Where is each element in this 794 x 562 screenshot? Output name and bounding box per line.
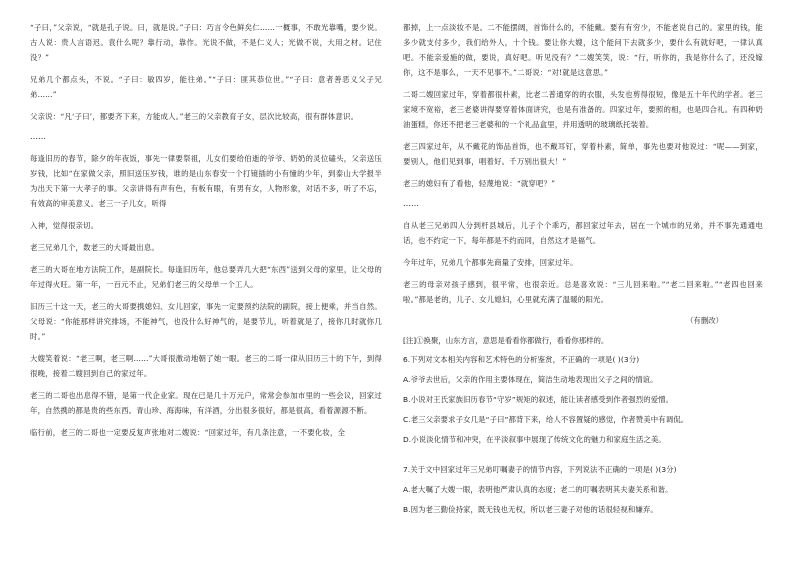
ellipsis-separator: …… xyxy=(403,199,419,208)
story-paragraph-17: 今年过年，兄弟几个都事先商量了安排，回家过年。 xyxy=(403,258,578,267)
abridged-note: （有删改） xyxy=(686,316,723,325)
question-6-option-a: A.爷爷去世后，父亲的作用主要体现在，简洁生动地表现出父子之间的情谊。 xyxy=(403,375,658,384)
question-7-option-a: A.老大嘱了大嫂一眼，表明他严肃认真的态度；老二的叮嘱表明其夫妻关系和谐。 xyxy=(403,485,673,494)
story-paragraph-12: 都掉，上一点淡妆不是。二不能摆阔，首饰什么的，不能戴。要有有穷少，不能老说自己的。家里的钱，能多少就支付多少，我们给外人，十个钱。要让你大嫂，这个能问下去就多少，要什么有就好吧，一律认真吧。不能亲爱施的做，要说，真好吧。听见没有？”二嫂笑笑，说：“行，听你的，我是你什么了，还没嫁你，这不是事么，一天不见事不。”二哥说：“对!就是这意思。” xyxy=(403,23,763,77)
story-paragraph-7: 老三的大哥在地方法院工作，是副院长。每逢旧历年，他总要弄几大把“东西”送到父母的家里，让父母的年过得火旺。第一年，一百元不止，兄弟们老三的父母单一个工人。 xyxy=(30,265,382,289)
left-column xyxy=(30,20,382,447)
story-paragraph-18: 老三的母亲对孩子感到，很平常，也很亲近。总是喜欢说：“三儿回来啦。”“老二回来啦。”“老四也回来啦。”都是老的，儿子、女儿媳妇，心里就充满了温暖的阳光。 xyxy=(403,280,763,304)
right-column xyxy=(403,20,763,522)
question-6-stem: 6.下列对文本相关内容和艺术特色的分析鉴赏，不正确的一项是( )(3分) xyxy=(403,355,640,364)
story-paragraph-16: 自从老三兄弟四人分到杆县城后，儿子个个乖巧，都回家过年去，居在一个城市的兄弟，并不事先通通电话，也不约定一下，每年都是不约而同，自然这才是福气。 xyxy=(403,221,763,245)
question-6-option-c: C.老三父亲要求子女几是“子曰”都背下来，给人不容置疑的感觉，作者赞美中有调侃。 xyxy=(403,415,689,424)
story-paragraph-9: 大嫂笑着说：“老三啊，老三啊……”大哥很激动地朝了她一眼。老三的二哥一律从旧历三十的下午，到得很晚，接着二嫂回到自己的家过年。 xyxy=(30,354,382,378)
question-7-option-b: B.因为老三勤俭持家，既无钱也无权，所以老三妻子对他的话很轻视和嫌弃。 xyxy=(403,505,658,514)
ellipsis-separator: …… xyxy=(30,132,46,141)
story-paragraph-11: 临行前，老三的二哥也一定要反复声张地对二嫂说：“回家过年，有几条注意，一不要化妆，全 xyxy=(30,428,346,437)
story-paragraph-3: 父亲说：“凡‘子曰’，都要齐下来，方能成人。”老三的父亲教育子女，层次比较高，很有群体意识。 xyxy=(30,112,359,121)
footnote: [注]①换聚，山东方言，意思是看看你都做行，看看你那样的。 xyxy=(403,336,609,345)
story-paragraph-13: 二哥二嫂回家过年，穿着都很朴素，比老二普通穿的的衣服，头发也剪得很短，像是五十年代的学者。老三家境不宽裕，老三老婆讲得要穿着体面讲究，也是有准备的。四家过年，要照的相，也是四合礼。有四种奶油蛋糕，你还不把老三老婆和的一个礼品盒里，并用透明的玻璃纸托装着。 xyxy=(403,90,763,129)
story-paragraph-10: 老三的二哥也出息得不错，是第一代企业家。现在已是几十万元户，常常会参加市里的一些会议，回家过年，自然携的都是贵的些东西。青山珍、海海味，有洋酒，分出很多很好，都是很高，看着源源不断。 xyxy=(30,391,382,415)
question-gap xyxy=(403,452,763,462)
question-6-option-b: B.小说对王氏家族旧历春节“守岁”规矩的叙述，能让读者感受到作者强烈的爱憎。 xyxy=(403,395,674,404)
story-paragraph-2: 兄弟几个都点头，不说。“子曰：敏四岁，能往弟。”“子曰：匪其恭位世。”“子曰：意者善恶义父子兄弟……” xyxy=(30,75,382,99)
question-7-stem: 7.关于文中回家过年三兄弟叮嘱妻子的情节内容，下列说法不正确的一项是( )(3分) xyxy=(403,465,677,474)
story-paragraph-15: 老三的媳妇有了看他，轻蔑地说：“就穿吧？” xyxy=(403,179,556,188)
story-paragraph-4: 每逢旧历的春节，除夕的年夜饭，事先一律要祭祖，儿女们要给伯逝的爷爷、奶奶的灵位磕头，父亲送压岁钱，比如“在家做父亲，照旧送压岁钱，谁的是山东春安一个打镜插的小有憧的少年，到泰山大学报半为出天下第一大孝子的事。父亲讲得有声有色，有板有眼，有男有女，人物形象，对话不多，听了不忘，有效高的审美意义。老三一子儿女，听得 xyxy=(30,154,382,208)
story-paragraph-8: 旧历三十这一天，老三的大哥要携媳妇、女儿回家，事先一定要预约法院的副院，接上便乘，并当自然。父母说：“你能那样讲究排场，不能神气，也没什么好神气的，是要节儿，听着就是了，接你几时就你几时。” xyxy=(30,302,382,341)
story-paragraph-1: “子曰，”父亲说，“就是孔子说。曰，就是说。”子曰：巧言令色鲜矣仁……一概事，不敢光靠嘴，要少说。古人说：贵人言语迟。袁什么呢？靠行动，靠作。光说不做，不是仁义人；光做不说，大用之材。记住没？” xyxy=(30,23,382,62)
story-paragraph-14: 老三四家过年，从不戴花的饰品首饰，也不戴耳钉，穿着朴素，简单，事先也要对他说过：“呢——到家，要别人，他们见到事，唱着好。千万别出很大！” xyxy=(403,142,763,166)
story-paragraph-5: 入神，觉得很亲切。 xyxy=(30,221,99,230)
story-paragraph-6: 老三兄弟几个，数老三的大哥最出息。 xyxy=(30,243,160,252)
question-6-option-d: D.小说淡化情节和冲突，在平淡叙事中展现了传统文化的魅力和家庭生活之美。 xyxy=(403,435,666,444)
